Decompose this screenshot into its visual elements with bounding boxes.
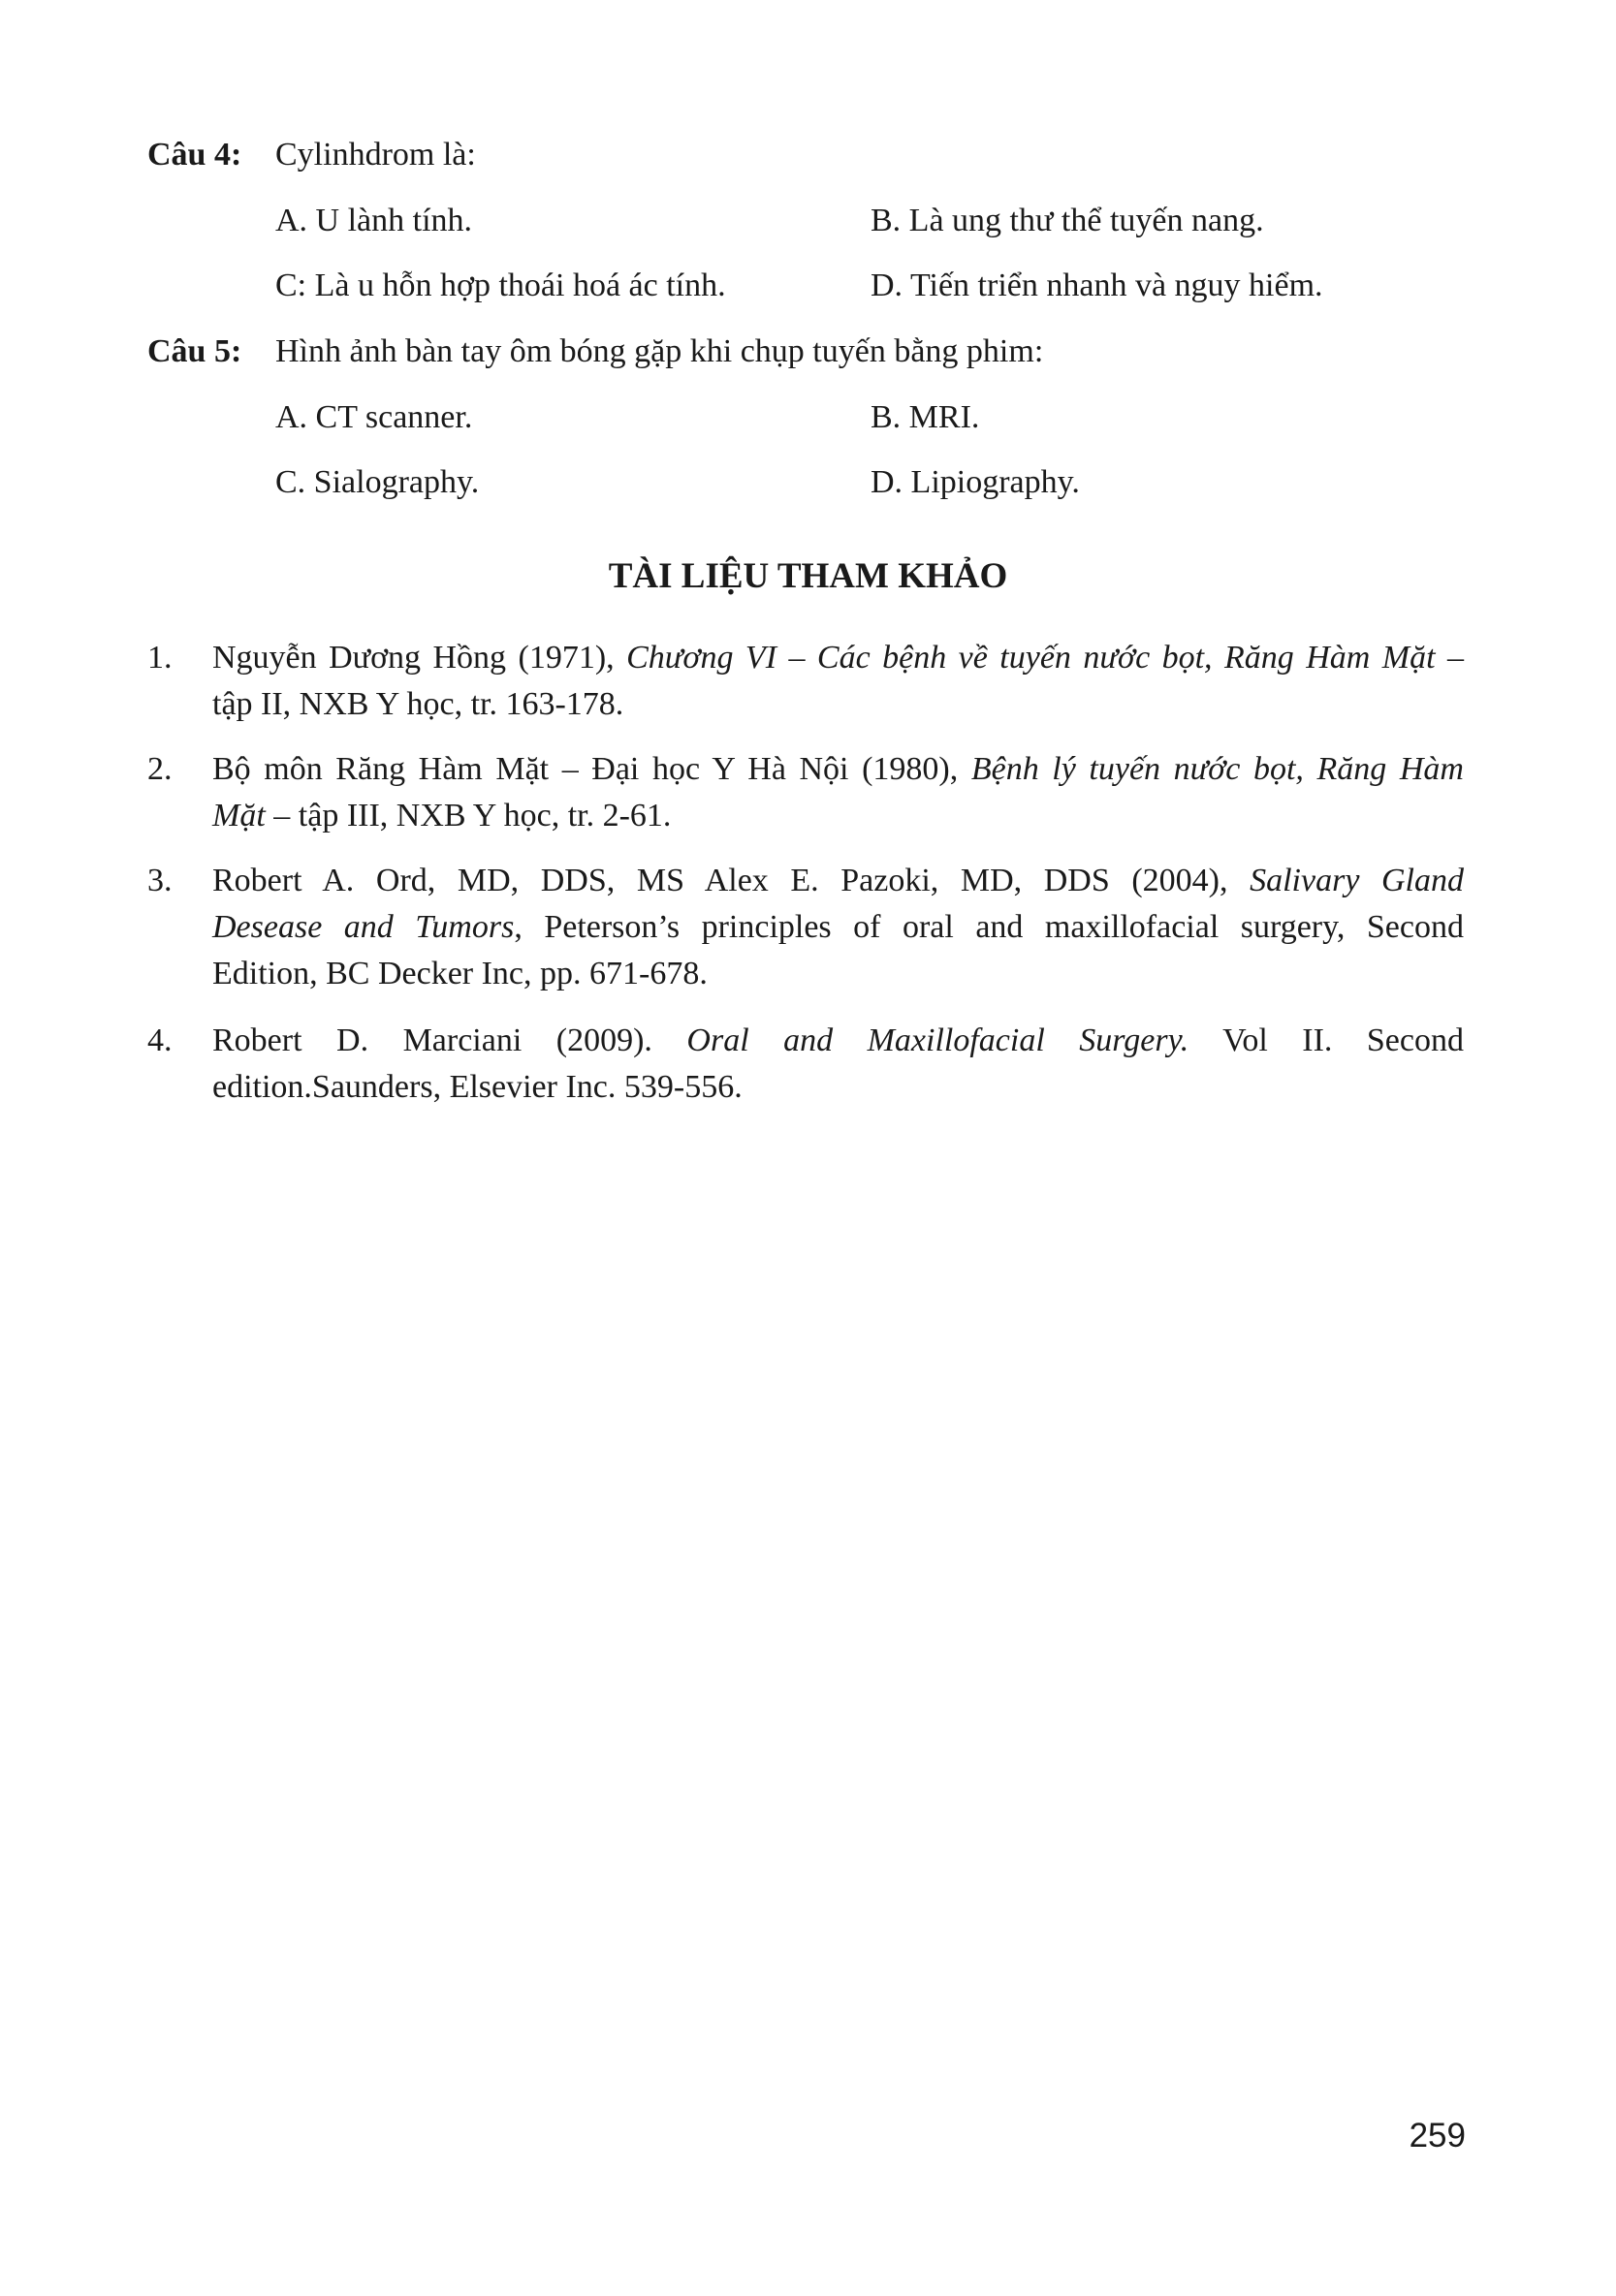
reference-text-part: , Peterson’s principles of oral and maxillofacial surgery, Second	[514, 909, 1464, 945]
reference-text	[212, 858, 1464, 997]
question-text: Hình ảnh bàn tay ôm bóng gặp khi chụp tuyến bằng phim:	[275, 333, 1044, 369]
question-text: Cylinhdrom là:	[275, 137, 476, 173]
question-label: Câu 5:	[147, 333, 242, 369]
reference-text-part: Robert D. Marciani (2009).	[212, 1022, 687, 1058]
option-a: A. CT scanner.	[275, 399, 473, 435]
question-label: Câu 4:	[147, 137, 242, 173]
option-c: C. Sialography.	[275, 464, 480, 500]
reference-number: 3.	[147, 863, 173, 898]
reference-text-part: Nguyễn Dương Hồng (1971),	[212, 640, 627, 676]
reference-text-part: tập II, NXB Y học, tr. 163-178.	[212, 686, 624, 722]
option-d: D. Tiến triển nhanh và nguy hiểm.	[871, 267, 1323, 303]
reference-text-part: Edition, BC Decker Inc, pp. 671-678.	[212, 956, 708, 991]
reference-title-italic: Desease and Tumors	[212, 909, 515, 945]
option-b: B. Là ung thư thể tuyến nang.	[871, 203, 1264, 238]
reference-number: 4.	[147, 1022, 173, 1058]
reference-text-part: Robert A. Ord, MD, DDS, MS Alex E. Pazoki, MD, DDS (2004),	[212, 863, 1251, 898]
reference-text-part: edition.Saunders, Elsevier Inc. 539-556.	[212, 1069, 743, 1105]
references-heading: TÀI LIỆU THAM KHẢO	[608, 556, 1008, 596]
reference-text-part: Bộ môn Răng Hàm Mặt – Đại học Y Hà Nội (1980),	[212, 751, 971, 787]
reference-text-part: – tập III, NXB Y học, tr. 2-61.	[265, 798, 672, 833]
reference-title-italic: Mặt	[212, 798, 266, 833]
reference-title-italic: Salivary Gland	[1250, 863, 1465, 898]
reference-text	[212, 1018, 1464, 1111]
reference-number: 2.	[147, 751, 173, 787]
option-c: C: Là u hỗn hợp thoái hoá ác tính.	[275, 267, 726, 303]
reference-text-part: –	[1435, 640, 1465, 676]
reference-number: 1.	[147, 640, 173, 676]
reference-text	[212, 635, 1464, 728]
option-a: A. U lành tính.	[275, 203, 473, 238]
reference-title-italic: Oral and Maxillofacial Surgery.	[686, 1022, 1189, 1058]
reference-title-italic: Bệnh lý tuyến nước bọt, Răng Hàm	[970, 751, 1464, 787]
reference-text	[212, 746, 1464, 839]
option-d: D. Lipiography.	[871, 464, 1080, 500]
reference-text-part: Vol II. Second	[1188, 1022, 1464, 1058]
reference-title-italic: Chương VI – Các bệnh về tuyến nước bọt, Răng Hàm Mặt	[626, 640, 1436, 676]
page-number: 259	[1409, 2117, 1466, 2154]
option-b: B. MRI.	[871, 399, 980, 435]
